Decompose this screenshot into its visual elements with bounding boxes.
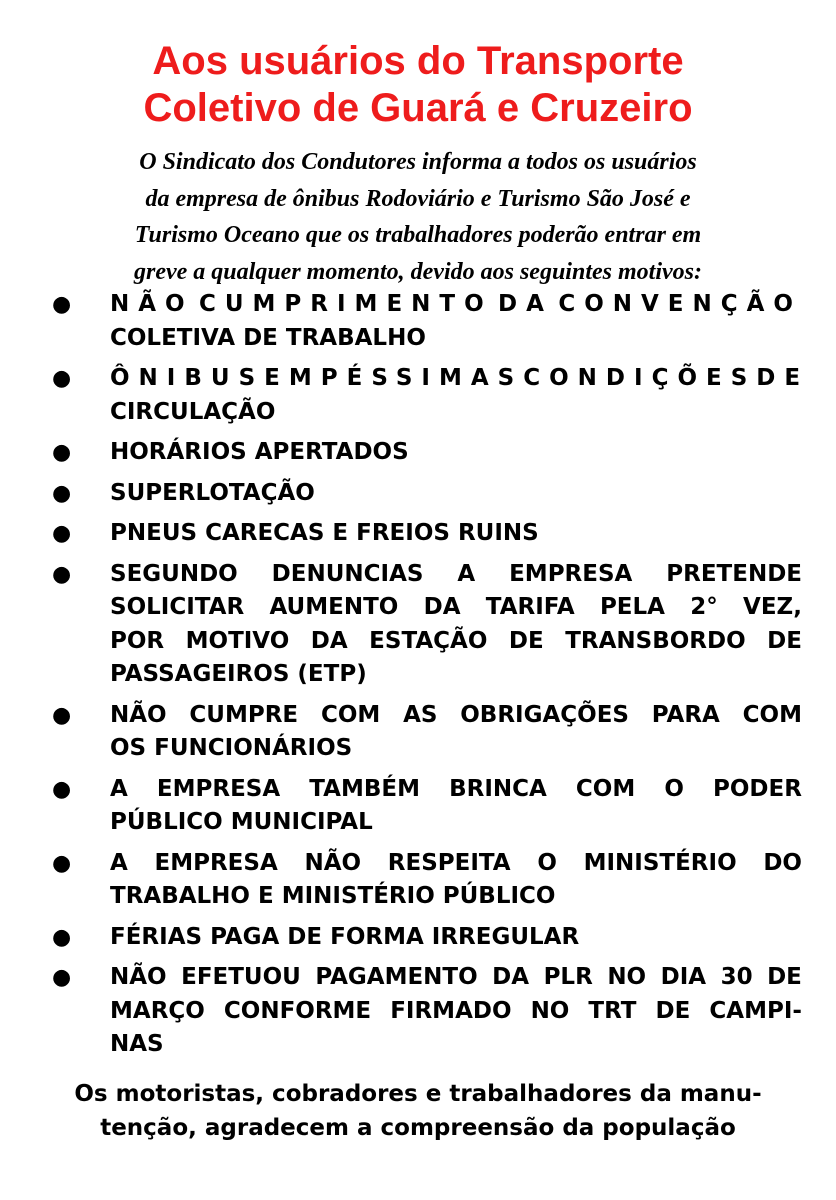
- intro-line: Turismo Oceano que os trabalhadores poderão entrar em: [134, 222, 702, 248]
- strike-reason-item: [0, 847, 836, 914]
- strike-reason-item: [0, 699, 836, 766]
- bullet-icon: ●: [52, 480, 72, 506]
- closing-line: tenção, agradecem a compreensão da população: [100, 1115, 736, 1141]
- strike-reason-item: [0, 362, 836, 429]
- strike-reason-line: TRABALHO E MINISTÉRIO PÚBLICO: [110, 883, 556, 909]
- strike-reason-line: NÃO CUMPRE COM AS OBRIGAÇÕES PARA COM: [110, 701, 802, 728]
- bullet-icon: ●: [52, 776, 72, 802]
- flyer-title: [40, 38, 796, 132]
- bullet-icon: ●: [52, 440, 72, 465]
- intro-line: da empresa de ônibus Rodoviário e Turismo São José e: [145, 185, 691, 212]
- strike-reason-line: ÔNIBUS EM PÉSSIMAS CONDIÇÕES DE: [110, 365, 810, 391]
- strike-reason-line: POR MOTIVO DA ESTAÇÃO DE TRANSBORDO DE: [110, 627, 802, 654]
- flyer-title-line-1: Aos usuários do Transporte: [152, 39, 684, 83]
- strike-reason-item: [0, 961, 836, 1062]
- strike-reason-line: FÉRIAS PAGA DE FORMA IRREGULAR: [110, 923, 580, 950]
- bullet-icon: ●: [52, 850, 72, 876]
- strike-reason-item: [0, 517, 836, 551]
- strike-reason-line: CIRCULAÇÃO: [110, 398, 276, 425]
- bullet-icon: ●: [52, 702, 72, 728]
- strike-reason-line: SOLICITAR AUMENTO DA TARIFA PELA 2° VEZ,: [110, 594, 802, 620]
- strike-reason-line: A EMPRESA TAMBÉM BRINCA COM O PODER: [110, 775, 802, 802]
- strike-reason-line: COLETIVA DE TRABALHO: [110, 324, 426, 351]
- strike-reason-line: NÃO CUMPRIMENTO DA CONVENÇÃO: [110, 291, 802, 317]
- strike-reason-line: NAS: [110, 1031, 164, 1057]
- strike-reason-line: MARÇO CONFORME FIRMADO NO TRT DE CAMPI-: [110, 997, 802, 1024]
- strike-reason-item: [0, 288, 836, 355]
- strike-reason-line: SUPERLOTAÇÃO: [110, 479, 315, 506]
- strike-reason-line: NÃO EFETUOU PAGAMENTO DA PLR NO DIA 30 DE: [110, 964, 802, 990]
- strike-reason-line: HORÁRIOS APERTADOS: [110, 439, 409, 465]
- intro-line: greve a qualquer momento, devido aos seguintes motivos:: [134, 258, 702, 285]
- strike-reason-line: A EMPRESA NÃO RESPEITA O MINISTÉRIO DO: [110, 849, 802, 876]
- strike-reason-item: [0, 773, 836, 840]
- closing-note: [30, 1077, 806, 1145]
- strike-reasons-list: [0, 288, 836, 1069]
- closing-line: Os motoristas, cobradores e trabalhadores da manu-: [74, 1081, 762, 1107]
- strike-reason-item: [0, 477, 836, 511]
- bullet-icon: ●: [52, 924, 72, 950]
- intro-line: O Sindicato dos Condutores informa a todos os usuários: [139, 149, 697, 175]
- strike-reason-line: PASSAGEIROS (ETP): [110, 661, 367, 687]
- strike-reason-item: [0, 558, 836, 692]
- bullet-icon: ●: [52, 965, 72, 990]
- flyer-title-line-2: Coletivo de Guará e Cruzeiro: [143, 86, 693, 130]
- bullet-icon: ●: [52, 521, 72, 546]
- bullet-icon: ●: [52, 292, 72, 317]
- strike-reason-item: [0, 921, 836, 955]
- bullet-icon: ●: [52, 366, 72, 391]
- strike-reason-line: PÚBLICO MUNICIPAL: [110, 809, 373, 835]
- bullet-icon: ●: [52, 561, 72, 587]
- intro-paragraph: [50, 144, 786, 290]
- strike-reason-item: [0, 436, 836, 470]
- strike-reason-line: PNEUS CARECAS E FREIOS RUINS: [110, 520, 539, 546]
- strike-reason-line: SEGUNDO DENUNCIAS A EMPRESA PRETENDE: [110, 560, 802, 587]
- strike-reason-line: OS FUNCIONÁRIOS: [110, 735, 353, 761]
